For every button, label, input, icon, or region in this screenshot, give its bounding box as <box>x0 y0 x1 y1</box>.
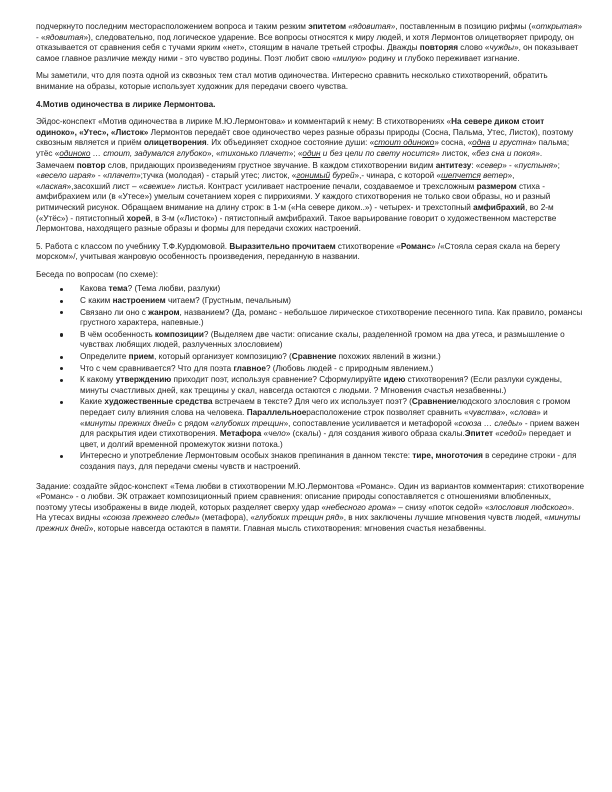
text: , поставленным в позицию рифмы (« <box>395 22 536 31</box>
quote: бурей <box>330 171 355 181</box>
quote: север <box>480 160 503 170</box>
text: » (метафора), « <box>195 513 255 523</box>
quote: шепчется <box>441 171 481 181</box>
text: стихотворение « <box>335 241 401 251</box>
quote: весело играя <box>40 171 92 181</box>
text: » родину и глубоко переживает изгнание. <box>361 53 520 63</box>
quote: ветер <box>480 171 508 181</box>
quote: злословия людского <box>489 502 568 512</box>
quote: свежие <box>143 181 171 191</box>
text: » – снизу «поток седой» « <box>391 502 490 512</box>
text: » - « <box>91 171 108 181</box>
quote: тихонько плачет <box>220 148 289 158</box>
task-read: Выразительно прочитаем <box>229 241 336 251</box>
quote: один <box>302 148 321 158</box>
text: , во 2-м («Утёс») - пятистопный <box>36 202 554 223</box>
list-item: Определите прием, который организует композицию? (Сравнение похожих явлений в жизни.) <box>70 352 584 363</box>
text: », « <box>206 148 221 158</box>
quote: небесного грома <box>326 502 392 512</box>
quote: ядовитая <box>45 32 84 42</box>
quote: … стоит, задумался глубоко <box>90 148 207 158</box>
quote: одиноко <box>59 148 91 158</box>
text: » пальма; утёс « <box>36 138 570 158</box>
text: »,засохший лист – « <box>66 181 144 191</box>
text: »; « <box>36 160 560 181</box>
quote: минуты прежних дней <box>36 513 581 533</box>
quote: «ядовитая» <box>346 22 396 31</box>
poem-titles: На севере диком стоит одиноко», «Утес», «Листок» <box>36 117 545 137</box>
quote: открытая <box>535 22 578 31</box>
quote: и без цели по свету носится <box>320 148 436 158</box>
list-item: Какова тема? (Тема любви, разлуки) <box>70 284 584 295</box>
text: подчеркнуто последним месторасположением вопроса и таким резким <box>36 22 309 31</box>
quote: плачет <box>107 171 137 181</box>
list-item: С каким настроением читаем? (Грустным, печальным) <box>70 296 584 307</box>
paragraph-class-work <box>36 242 584 263</box>
term-epithet: эпитетом <box>308 22 347 31</box>
text: », в них заключены лучшие мгновения чувств людей, « <box>339 513 549 523</box>
term-amphibrach: амфибрахий <box>473 202 526 212</box>
text: » листья. Контраст усиливает настроение печали, создаваемое и трехсложным <box>170 181 477 191</box>
text: 5. Работа с классом по учебнику Т.Ф.Курдюмовой. <box>36 241 230 251</box>
quote: без сна и покоя <box>476 148 536 158</box>
term-meter: размером <box>476 181 517 191</box>
quote: одна <box>472 138 491 148</box>
text: стиха - амфибрахием или (в «Утесе») умелым сочетанием хорея с пиррихиями. У каждого стихотворения не только свои образы, но и разный ритмический рисунок. Обращаем внимание на длину строк: в 1-м («На севере диком..») - четырех- и трехстопный <box>36 181 551 212</box>
term-repetition: повтор <box>76 160 106 170</box>
paragraph-loneliness-intro: Мы заметили, что для поэта одной из сквозных тем стал мотив одиночества. Интересно сравнить несколько стихотворений, обратить внимание на образы, которые использует художник для передачи своего чувства. <box>36 71 548 91</box>
text: »), следовательно, под логическое ударение. Все вопросы относятся к миру людей, и хотя Лермонтов олицетворяет природу, он отказывается от сравнения себя с тучами ярким «нет», стоящим в начале третьей строфы. Дважды <box>36 32 574 53</box>
list-item: Связано ли оно с жанром, названием? (Да, романс - небольшое лирическое стихотворение песенного типа. Как правило, романсы грустного характера, напевные.) <box>70 308 584 329</box>
text: Лермонтов передаёт свое одиночество через разные образы природы (Сосна, Пальма, Утес, Листок), поэтому сквозным является и приём <box>36 127 574 148</box>
text: Замечаем <box>36 160 77 170</box>
term-repetition: повторяя <box>419 43 459 53</box>
paragraph-lexical-analysis <box>36 22 584 64</box>
quote: стоит одиноко <box>374 138 435 148</box>
text: ». На утесах видны « <box>36 502 575 523</box>
text: слов, придающих произведениям грустное звучание. В каждом стихотворении видим <box>105 160 436 170</box>
text: »; « <box>288 148 303 158</box>
list-item: В чём особенность композиции? (Выделяем две части: описание скалы, разделенной громом на два утеса, и размышление о чувствах любящих людей, разлученных злословием) <box>70 330 584 351</box>
paragraph-antithesis <box>36 161 584 235</box>
term-personification: олицетворения <box>143 138 207 148</box>
list-item: Интересно и употребление Лермонтовым особых знаков препинания в данном тексте: тире, многоточия в середине строки - для создания пауз, для передачи смены чувств и настроений. <box>70 451 584 472</box>
quote: пустыня <box>518 160 554 170</box>
text: », он показывает самое главное различие между ними - это чувство родины. Поэт любит свою « <box>36 43 579 63</box>
text: ». <box>535 148 543 158</box>
text: » - « <box>36 22 583 42</box>
quote: чужды <box>489 43 515 53</box>
text: , в 3-м («Листок») - пятистопный амфибрахий. Такое варьирование говорит о художественном мастерстве Лермонтова, находящего разные образы и формы для передачи схожих настроений. <box>36 213 557 234</box>
paragraph-eidos-summary <box>36 117 584 159</box>
text: » сосна, « <box>434 138 473 148</box>
text: Задание: создайте эйдос-конспект «Тема любви в стихотворении М.Ю.Лермонтова «Романс». Один из вариантов комментария: стихотворение «Романс» - о любви. ЭК отражает композиционный прием сравнения: описание природы сопоставляется с отношениями влюбленных, поэтому утесы изображены в виде людей, которых разделяет сверху удар « <box>36 481 585 512</box>
text: », которые навсегда остаются в памяти. Главная мысль стихотворения: мгновения счастья незабвенны. <box>88 523 487 533</box>
paragraph-assignment <box>36 482 584 535</box>
quote: и грустна <box>490 138 532 148</box>
paragraph-discussion-intro: Беседа по вопросам (по схеме): <box>36 269 158 279</box>
term-antithesis: антитезу <box>435 160 472 170</box>
term-trochee: хорей <box>126 213 151 223</box>
list-item: Какие художественные средства встречаем в тексте? Для чего их использует поэт? (Сравнениелюдского злословия с громом передает силу влияния слова на человека. Параллельноерасположение строк позволяет сравнить «чувства», «слова» и «минуты прежних дней» с рядом «глубоких трещин», сопоставление усиливается и метафорой «союза … следы» - прием важен для раскрытия идеи стихотворения. Метафора «чело» (скалы) - для создания живого образа скалы.Эпитет «седой» передает и цвет, и долгий временной промежуток жизни потока.) <box>70 397 584 450</box>
text: » листок, « <box>435 148 477 158</box>
poem-title: Романс <box>400 241 432 251</box>
quote: милую <box>336 53 362 63</box>
text: » - « <box>502 160 519 170</box>
quote: глубоких трещин ряд <box>254 513 340 523</box>
quote: союза прежнего следы <box>107 513 196 523</box>
text: »,- чинара, с которой « <box>354 171 442 181</box>
text: Эйдос-конспект «Мотив одиночества в лирике М.Ю.Лермонтова» и комментарий к нему: В стихотворениях « <box>36 117 452 127</box>
text: . Их объединяет сходное состояние души: « <box>206 138 375 148</box>
section-heading: 4.Мотив одиночества в лирике Лермонтова. <box>36 99 216 109</box>
list-item: Что с чем сравнивается? Что для поэта главное? (Любовь людей - с природным явлением.) <box>70 364 584 375</box>
quote: лаская <box>40 181 67 191</box>
text: »;тучка (молодая) - старый утес; листок, « <box>136 171 297 181</box>
text: » /«Стояла серая скала на берегу морском»/, учитывая жанровую особенность произведения, переданную в названии. <box>36 241 561 262</box>
document-page <box>36 22 584 542</box>
question-list <box>36 284 584 472</box>
text: слово « <box>458 43 490 53</box>
text: », « <box>36 171 515 191</box>
quote: гонимый <box>296 171 331 181</box>
text: : « <box>471 160 481 170</box>
list-item: К какому утверждению приходит поэт, используя сравнение? Сформулируйте идею стихотворения? (Если разлуки суждены, минуты счастливых дней, как трещины у скал, навсегда остаются с людьми. ? Мгновения счастья незабвенны.) <box>70 375 584 396</box>
